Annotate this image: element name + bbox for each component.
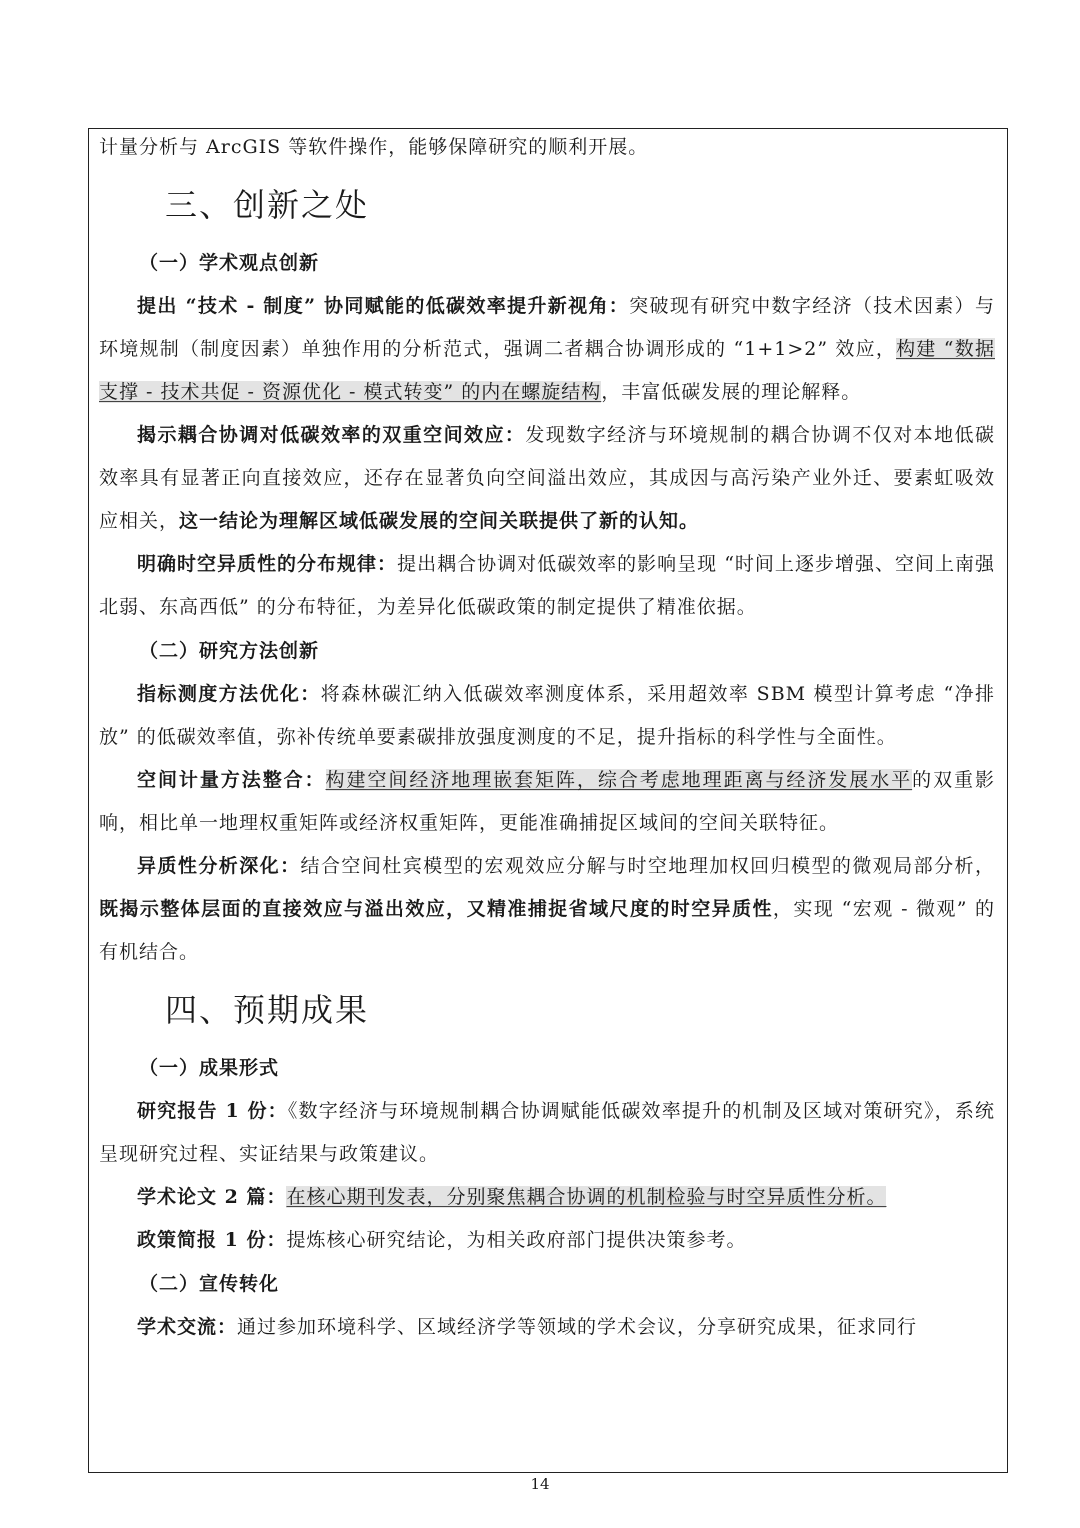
section4-title: 四、预期成果 <box>165 991 370 1029</box>
section3-sub1-para3 <box>99 543 995 629</box>
highlighted-text: 构建 “数据支撑 - 技术共促 - 资源优化 - 模式转变” 的内在螺旋结构 <box>99 338 995 403</box>
para-text: 《数字经济与环境规制耦合协调赋能低碳效率提升的机制及区域对策研究》，系统呈现研究过程、实证结果与政策建议。 <box>99 1100 995 1165</box>
highlighted-text: 构建空间经济地理嵌套矩阵，综合考虑地理距离与经济发展水平 <box>325 769 913 791</box>
para-lead: 揭示耦合协调对低碳效率的双重空间效应： <box>137 424 526 446</box>
para-lead: 指标测度方法优化： <box>137 683 321 705</box>
para-bold-end: 这一结论为理解区域低碳发展的空间关联提供了新的认知。 <box>179 510 700 532</box>
para-lead: 学术交流： <box>137 1316 238 1338</box>
document-frame <box>88 128 1008 1473</box>
intro-line: 计量分析与 ArcGIS 等软件操作，能够保障研究的顺利开展。 <box>99 136 649 158</box>
para-text: 提炼核心研究结论，为相关政府部门提供决策参考。 <box>286 1229 747 1251</box>
section3-sub2-para3 <box>99 845 995 974</box>
section4-sub1-para3 <box>99 1219 995 1262</box>
section3-sub1-para1 <box>99 285 995 414</box>
para-lead: 明确时空异质性的分布规律： <box>137 553 398 575</box>
highlighted-text: 在核心期刊发表，分别聚焦耦合协调的机制检验与时空异质性分析。 <box>286 1186 887 1208</box>
para-text: 结合空间杜宾模型的宏观效应分解与时空地理加权回归模型的微观局部分析， <box>300 855 995 877</box>
section4-sub1-para2 <box>99 1176 995 1219</box>
para-lead: 提出 “技术 - 制度” 协同赋能的低碳效率提升新视角： <box>137 295 630 317</box>
para-text: 将森林碳汇纳入低碳效率测度体系，采用超效率 SBM 模型计算考虑 “净排放” 的低碳效率值，弥补传统单要素碳排放强度测度的不足，提升指标的科学性与全面性。 <box>99 683 995 748</box>
section4-sub2-para1 <box>99 1306 995 1349</box>
section3-sub1-para2 <box>99 414 995 543</box>
section3-sub2-para1 <box>99 673 995 759</box>
para-text: 的双重影响，相比单一地理权重矩阵或经济权重矩阵，更能准确捕捉区域间的空间关联特征。 <box>99 769 995 834</box>
para-lead: 异质性分析深化： <box>137 855 301 877</box>
section3-sub2-para2 <box>99 759 995 845</box>
para-lead: 政策简报 1 份： <box>137 1229 287 1251</box>
section4-sub1-title: （一）成果形式 <box>139 1057 280 1079</box>
section3-title: 三、创新之处 <box>165 186 370 224</box>
para-lead: 学术论文 2 篇： <box>137 1186 287 1208</box>
section4-sub1-para1 <box>99 1090 995 1176</box>
para-text: 提出耦合协调对低碳效率的影响呈现 “时间上逐步增强、空间上南强北弱、东高西低” 的分布特征，为差异化低碳政策的制定提供了精准依据。 <box>99 553 995 618</box>
para-text: 发现数字经济与环境规制的耦合协调不仅对本地低碳效率具有显著正向直接效应，还存在显著负向空间溢出效应，其成因与高污染产业外迁、要素虹吸效应相关， <box>99 424 995 532</box>
para-text: 突破现有研究中数字经济（技术因素）与环境规制（制度因素）单独作用的分析范式，强调二者耦合协调形成的 “1+1>2” 效应， <box>99 295 995 360</box>
para-text: ，实现 “宏观 - 微观” 的有机结合。 <box>99 898 995 963</box>
para-lead: 空间计量方法整合： <box>137 769 326 791</box>
section3-sub2-title: （二）研究方法创新 <box>139 640 320 662</box>
document-content <box>99 129 995 1349</box>
para-text: ，丰富低碳发展的理论解释。 <box>601 381 862 403</box>
page-number: 14 <box>530 1475 550 1493</box>
para-bold-mid: 既揭示整体层面的直接效应与溢出效应，又精准捕捉省域尺度的时空异质性 <box>99 898 773 920</box>
para-text: 通过参加环境科学、区域经济学等领域的学术会议，分享研究成果，征求同行 <box>237 1316 918 1338</box>
para-lead: 研究报告 1 份： <box>137 1100 288 1122</box>
section4-sub2-title: （二）宣传转化 <box>139 1273 280 1295</box>
section3-sub1-title: （一）学术观点创新 <box>139 252 320 274</box>
